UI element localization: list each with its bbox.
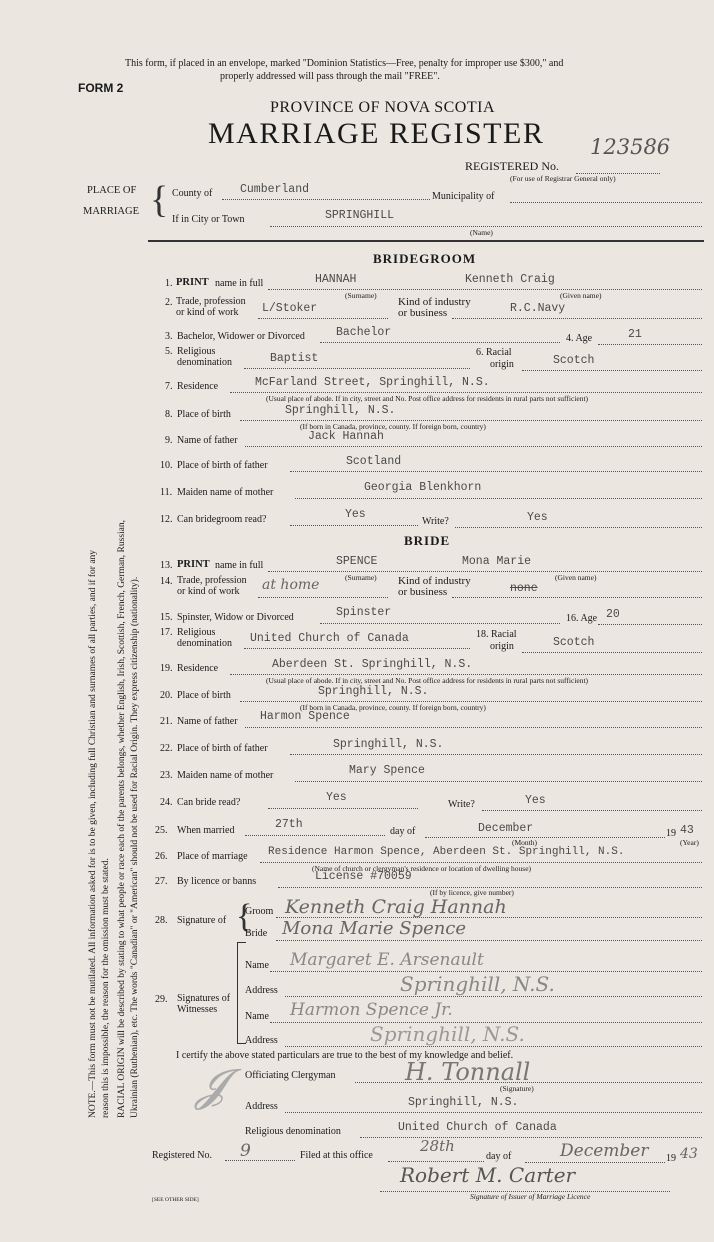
line-number: 22. xyxy=(160,743,173,754)
licence-caption: (If by licence, give number) xyxy=(430,888,514,897)
groom-trade: L/Stoker xyxy=(262,302,318,315)
racial-label: origin xyxy=(490,641,514,652)
name-caption: (Name) xyxy=(470,228,493,237)
groom-age: 21 xyxy=(628,328,642,341)
clergyman-signature: H. Tonnall xyxy=(405,1058,531,1086)
marital-status-label: Bachelor, Widower or Divorced xyxy=(177,331,305,342)
industry-label: or business xyxy=(398,307,448,319)
trade-label: Trade, profession xyxy=(176,296,246,307)
marriage-year: 43 xyxy=(680,824,694,837)
groom-can-write: Yes xyxy=(527,511,548,524)
racial-label: 18. Racial xyxy=(476,629,517,640)
clergy-address: Springhill, N.S. xyxy=(408,1096,519,1109)
given-caption: (Given name) xyxy=(555,573,597,582)
trade-label: Trade, profession xyxy=(177,575,247,586)
witness-2-address: Springhill, N.S. xyxy=(370,1022,525,1046)
birthplace-caption: (If born in Canada, province, county. If foreign born, country) xyxy=(300,703,486,712)
line-number: 9. xyxy=(165,435,173,446)
read-label: Can bride read? xyxy=(177,797,241,808)
year-prefix: 19 xyxy=(666,828,676,839)
marriage-place: Residence Harmon Spence, Aberdeen St. Springhill, N.S. xyxy=(268,846,625,858)
line-number: 10. xyxy=(160,460,173,471)
marriage-day: 27th xyxy=(275,818,303,831)
trade-label: or kind of work xyxy=(177,586,240,597)
page-title: MARRIAGE REGISTER xyxy=(208,117,545,150)
bride-can-read: Yes xyxy=(326,791,347,804)
filed-day-of-label: day of xyxy=(486,1151,512,1162)
line-number: 19. xyxy=(160,663,173,674)
read-label: Can bridegroom read? xyxy=(177,514,267,525)
place-label-2: MARRIAGE xyxy=(83,206,140,217)
issuer-caption: Signature of Issuer of Marriage Licence xyxy=(470,1192,591,1201)
groom-industry: R.C.Navy xyxy=(510,302,566,315)
line-number: 24. xyxy=(160,797,173,808)
line-number: 11. xyxy=(160,487,173,498)
trade-label: or kind of work xyxy=(176,307,239,318)
province-title: PROVINCE OF NOVA SCOTIA xyxy=(270,99,496,116)
line-number: 29. xyxy=(155,994,168,1005)
groom-label: Groom xyxy=(245,906,274,917)
industry-label: Kind of industry xyxy=(398,575,471,587)
bride-father: Harmon Spence xyxy=(260,710,350,723)
filed-year: 43 xyxy=(680,1146,698,1162)
registered-no-label: Registered No. xyxy=(152,1150,212,1161)
clergyman-label: Officiating Clergyman xyxy=(245,1070,336,1081)
month-caption: (Month) xyxy=(512,838,537,847)
filed-month: December xyxy=(560,1141,649,1161)
line-number: 13. xyxy=(160,560,173,571)
birthplace-label: Place of birth xyxy=(177,409,231,420)
groom-father-birthplace: Scotland xyxy=(346,455,402,468)
birthplace-label: Place of birth xyxy=(177,690,231,701)
side-note-line-2: reason this is impossible, the reason for the omission must be stated. xyxy=(101,858,111,1118)
bride-trade: at home xyxy=(262,577,320,593)
religion-label: Religious xyxy=(177,627,216,638)
racial-label: 6. Racial xyxy=(476,347,512,358)
groom-given-name: Kenneth Craig xyxy=(465,273,555,286)
licence-number: License #70059 xyxy=(315,870,412,883)
filed-label: Filed at this office xyxy=(300,1150,373,1161)
religion-label: Religious xyxy=(177,346,216,357)
witness-name-label: Name xyxy=(245,960,269,971)
industry-label: Kind of industry xyxy=(398,296,471,308)
groom-racial-origin: Scotch xyxy=(553,354,595,367)
certification-statement: I certify the above stated particulars are true to the best of my knowledge and belief. xyxy=(176,1050,514,1061)
signature-caption: (Signature) xyxy=(500,1084,534,1093)
bride-age: 20 xyxy=(606,608,620,621)
bride-racial-origin: Scotch xyxy=(553,636,595,649)
registered-caption: (For use of Registrar General only) xyxy=(510,174,616,183)
print-label: PRINT xyxy=(177,559,210,570)
form-number: FORM 2 xyxy=(78,81,124,95)
industry-label: or business xyxy=(398,586,448,598)
clergy-denomination: United Church of Canada xyxy=(398,1121,557,1134)
line-number: 3. xyxy=(165,331,173,342)
registered-no-value: 9 xyxy=(240,1141,251,1161)
groom-father: Jack Hannah xyxy=(308,430,384,443)
groom-signature: Kenneth Craig Hannah xyxy=(285,896,507,918)
witness-address-label: Address xyxy=(245,985,278,996)
line-number: 25. xyxy=(155,825,168,836)
age-label: 4. Age xyxy=(566,333,593,344)
day-of-label: day of xyxy=(390,826,416,837)
see-other-side-note: [SEE OTHER SIDE] xyxy=(152,1197,199,1203)
name-in-full-label: name in full xyxy=(215,278,264,289)
clergy-address-label: Address xyxy=(245,1101,278,1112)
place-label-1: PLACE OF xyxy=(87,185,137,196)
write-label: Write? xyxy=(422,516,449,527)
bride-heading: BRIDE xyxy=(404,533,451,548)
given-caption: (Given name) xyxy=(560,291,602,300)
line-number: 12. xyxy=(160,514,173,525)
religion-label: denomination xyxy=(177,357,232,368)
groom-birthplace: Springhill, N.S. xyxy=(285,404,396,417)
line-number: 14. xyxy=(160,576,173,587)
witness-name-label: Name xyxy=(245,1011,269,1022)
groom-surname: HANNAH xyxy=(315,273,357,286)
surname-caption: (Surname) xyxy=(345,573,377,582)
residence-caption: (Usual place of abode. If in city, street and No. Post office address for residents in rural parts not sufficient) xyxy=(266,394,589,403)
witness-1-address: Springhill, N.S. xyxy=(400,972,555,996)
county-value: Cumberland xyxy=(240,183,310,196)
print-label: PRINT xyxy=(176,277,209,288)
city-label: If in City or Town xyxy=(172,214,245,225)
witness-2-name: Harmon Spence Jr. xyxy=(290,1000,453,1020)
registered-number-value: 123586 xyxy=(590,135,671,159)
residence-label: Residence xyxy=(177,663,219,674)
ink-mark: 𝓙 xyxy=(195,1061,226,1110)
father-birthplace-label: Place of birth of father xyxy=(177,743,268,754)
line-number: 20. xyxy=(160,690,173,701)
line-number: 2. xyxy=(165,297,173,308)
filed-day: 28th xyxy=(420,1137,455,1155)
marriage-month: December xyxy=(478,822,534,835)
line-number: 5. xyxy=(165,346,173,357)
bridegroom-heading: BRIDEGROOM xyxy=(373,251,477,266)
line-number: 17. xyxy=(160,627,173,638)
mail-notice-1: This form, if placed in an envelope, marked "Dominion Statistics—Free, penalty for improper use $300," and xyxy=(125,58,564,69)
issuer-signature: Robert M. Carter xyxy=(400,1163,576,1187)
bride-given-name: Mona Marie xyxy=(462,555,532,568)
mother-label: Maiden name of mother xyxy=(177,770,274,781)
line-number: 26. xyxy=(155,851,168,862)
line-number: 23. xyxy=(160,770,173,781)
line-number: 21. xyxy=(160,716,173,727)
residence-label: Residence xyxy=(177,381,219,392)
bride-signature: Mona Marie Spence xyxy=(282,918,467,939)
side-note-line-3: RACIAL ORIGIN will be described by stating to what people or race each of the parents belongs, whether English, Irish, Scottish, French, German, Russian, xyxy=(117,519,127,1118)
city-value: SPRINGHILL xyxy=(325,209,395,222)
side-note-line-4: Ukrainian (Ruthenian), etc. The words "Canadian" or "American" should not be used for Racial Origin. They express citizenship (nationality). xyxy=(130,576,140,1118)
bride-father-birthplace: Springhill, N.S. xyxy=(333,738,444,751)
groom-status: Bachelor xyxy=(336,326,392,339)
registered-label: REGISTERED No. xyxy=(465,159,559,173)
bride-birthplace: Springhill, N.S. xyxy=(318,685,429,698)
line-number: 28. xyxy=(155,915,168,926)
place-of-marriage-label: Place of marriage xyxy=(177,851,248,862)
marital-status-label: Spinster, Widow or Divorced xyxy=(177,612,294,623)
licence-label: By licence or banns xyxy=(177,876,257,887)
bride-can-write: Yes xyxy=(525,794,546,807)
line-number: 8. xyxy=(165,409,173,420)
filed-year-prefix: 19 xyxy=(666,1153,676,1164)
bride-surname: SPENCE xyxy=(336,555,378,568)
groom-religion: Baptist xyxy=(270,352,319,365)
father-birthplace-label: Place of birth of father xyxy=(177,460,268,471)
year-caption: (Year) xyxy=(680,838,699,847)
bride-industry: none xyxy=(510,582,538,595)
witness-label: Witnesses xyxy=(177,1004,218,1015)
bride-religion: United Church of Canada xyxy=(250,632,409,645)
county-label: County of xyxy=(172,188,213,199)
birthplace-caption: (If born in Canada, province, county. If foreign born, country) xyxy=(300,422,486,431)
father-label: Name of father xyxy=(177,435,238,446)
place-caption: (Name of church or clergyman's residence or location of dwelling house) xyxy=(312,864,532,873)
racial-label: origin xyxy=(490,359,514,370)
witness-1-name: Margaret E. Arsenault xyxy=(290,950,484,970)
groom-can-read: Yes xyxy=(345,508,366,521)
bride-residence: Aberdeen St. Springhill, N.S. xyxy=(272,658,473,671)
side-note-line-1: NOTE.—This form must not be mutilated. All information asked for is to be given, including full Christian and surnames of all parties, and if for any xyxy=(88,549,98,1118)
mother-label: Maiden name of mother xyxy=(177,487,274,498)
bride-mother: Mary Spence xyxy=(349,764,425,777)
municipality-label: Municipality of xyxy=(432,191,495,202)
groom-mother: Georgia Blenkhorn xyxy=(364,481,482,494)
religion-label: denomination xyxy=(177,638,232,649)
father-label: Name of father xyxy=(177,716,238,727)
groom-residence: McFarland Street, Springhill, N.S. xyxy=(255,376,490,389)
age-label: 16. Age xyxy=(566,613,598,624)
witness-address-label: Address xyxy=(245,1035,278,1046)
mail-notice-2: properly addressed will pass through the mail "FREE". xyxy=(220,71,440,82)
when-married-label: When married xyxy=(177,825,235,836)
residence-caption: (Usual place of abode. If in city, street and No. Post office address for residents in rural parts not sufficient) xyxy=(266,676,589,685)
bride-label: Bride xyxy=(245,928,268,939)
write-label: Write? xyxy=(448,799,475,810)
signature-of-label: Signature of xyxy=(177,915,227,926)
line-number: 1. xyxy=(165,278,173,289)
witness-label: Signatures of xyxy=(177,993,231,1004)
line-number: 27. xyxy=(155,876,168,887)
name-in-full-label: name in full xyxy=(215,560,264,571)
line-number: 15. xyxy=(160,612,173,623)
signature-brace: { xyxy=(236,898,253,935)
line-number: 7. xyxy=(165,381,173,392)
place-brace: { xyxy=(150,179,169,221)
bride-status: Spinster xyxy=(336,606,392,619)
clergy-denomination-label: Religious denomination xyxy=(245,1126,341,1137)
surname-caption: (Surname) xyxy=(345,291,377,300)
